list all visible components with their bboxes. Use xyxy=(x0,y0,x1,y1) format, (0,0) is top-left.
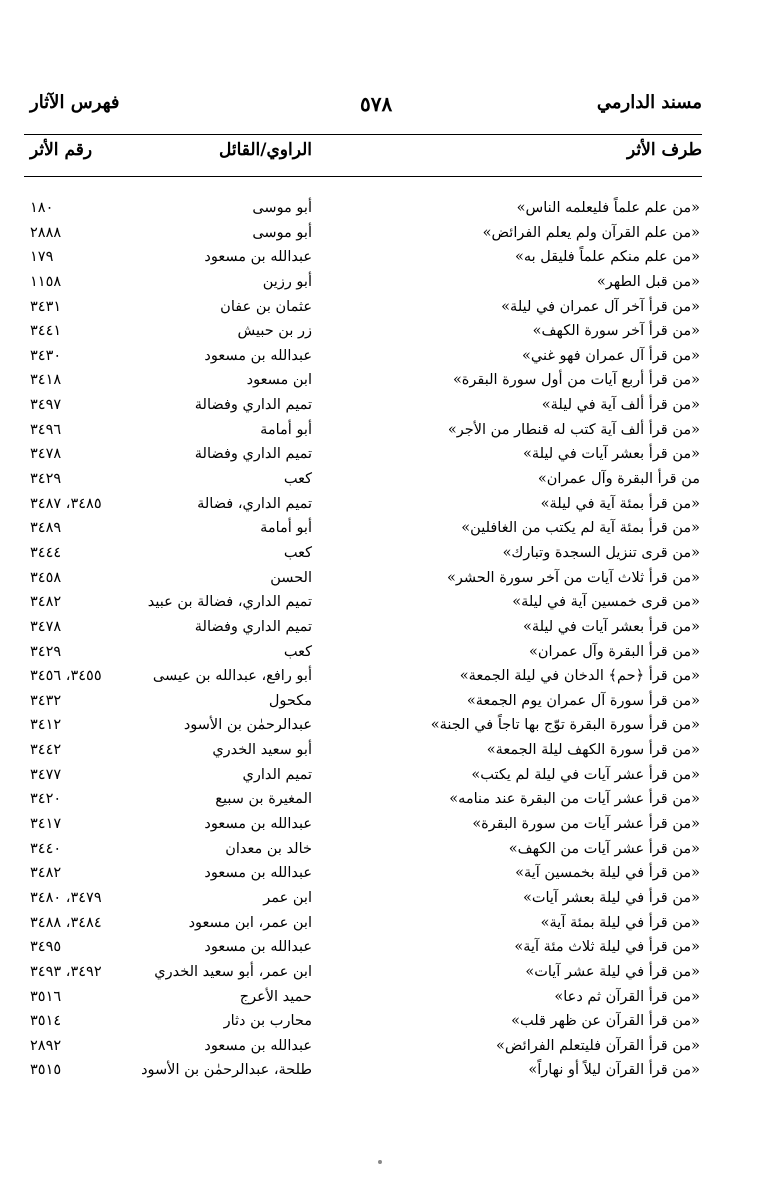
table-row xyxy=(0,295,760,320)
number-cell: ٣٤٤٤ xyxy=(30,544,62,561)
table-row xyxy=(0,689,760,714)
table-row xyxy=(0,270,760,295)
number-cell: ٣٤٢٩ xyxy=(30,643,62,660)
number-cell: ٣٤٨٢ xyxy=(30,594,62,611)
reference-cell: «من قرأ سورة الكهف ليلة الجمعة» xyxy=(486,742,700,759)
book-title: مسند الدارمي xyxy=(596,92,702,113)
column-header-narrator: الراوي/القائل xyxy=(218,140,312,160)
table-row xyxy=(0,664,760,689)
number-cell: ٣٤٩٢، ٣٤٩٣ xyxy=(30,963,102,980)
column-header-rule xyxy=(24,176,702,177)
table-row xyxy=(0,935,760,960)
number-cell: ٣٤٩٥ xyxy=(30,939,62,956)
table-row xyxy=(0,442,760,467)
table-row xyxy=(0,590,760,615)
number-cell: ٣٤٨٢ xyxy=(30,865,62,882)
narrator-cell: أبو موسى xyxy=(252,224,312,241)
table-row xyxy=(0,985,760,1010)
number-cell: ٣٤٧٩، ٣٤٨٠ xyxy=(30,889,102,906)
narrator-cell: تميم الداري وفضالة xyxy=(194,397,312,414)
table-row xyxy=(0,418,760,443)
number-cell: ١١٥٨ xyxy=(30,273,62,290)
narrator-cell: تميم الداري xyxy=(242,766,312,783)
number-cell: ٣٤٢٩ xyxy=(30,471,62,488)
number-cell: ٣٥١٥ xyxy=(30,1062,62,1079)
number-cell: ٣٤٧٧ xyxy=(30,766,62,783)
reference-cell: «من قرأ في ليلة بمئة آية» xyxy=(540,914,700,931)
narrator-cell: أبو سعيد الخدري xyxy=(212,742,312,759)
table-row xyxy=(0,245,760,270)
table-row xyxy=(0,886,760,911)
reference-cell: «من قرأ في ليلة عشر آيات» xyxy=(525,963,700,980)
number-cell: ٣٤٨٤، ٣٤٨٨ xyxy=(30,914,102,931)
table-row xyxy=(0,911,760,936)
number-cell: ٣٤١٢ xyxy=(30,717,62,734)
table-row xyxy=(0,541,760,566)
table-row xyxy=(0,393,760,418)
reference-cell: «من قرأ القرآن ليلاً أو نهاراً» xyxy=(528,1062,700,1079)
reference-cell: «من قرأ سورة آل عمران يوم الجمعة» xyxy=(466,692,700,709)
reference-cell: «من قرأ ألف آية كتب له قنطار من الأجر» xyxy=(447,421,700,438)
reference-cell: «من قرأ سورة البقرة توّج بها تاجاً في الجنة» xyxy=(430,717,700,734)
reference-cell: «من قرأ القرآن ثم دعا» xyxy=(554,988,700,1005)
number-cell: ٣٤٣٠ xyxy=(30,347,62,364)
table-row xyxy=(0,960,760,985)
table-row xyxy=(0,763,760,788)
number-cell: ٣٤١٧ xyxy=(30,816,62,833)
reference-cell: «من قرأ بمئة آية لم يكتب من الغافلين» xyxy=(461,520,700,537)
number-cell: ٣٤٨٥، ٣٤٨٧ xyxy=(30,495,102,512)
column-header-reference: طرف الأثر xyxy=(627,140,702,160)
reference-cell: «من قرأ ألف آية في ليلة» xyxy=(541,397,700,414)
narrator-cell: أبو أمامة xyxy=(260,520,312,537)
number-cell: ٣٤٤٢ xyxy=(30,742,62,759)
narrator-cell: المغيرة بن سبيع xyxy=(215,791,312,808)
section-title: فهرس الآثار xyxy=(30,92,120,113)
narrator-cell: محارب بن دثار xyxy=(223,1013,312,1030)
number-cell: ٣٥١٦ xyxy=(30,988,62,1005)
narrator-cell: تميم الداري وفضالة xyxy=(194,618,312,635)
narrator-cell: زر بن حبيش xyxy=(237,323,312,340)
column-header-number: رقم الأثر xyxy=(30,140,93,160)
table-row xyxy=(0,640,760,665)
number-cell: ١٨٠ xyxy=(30,200,54,216)
number-cell: ٢٨٨٨ xyxy=(30,224,62,241)
reference-cell: «من قرأ في ليلة بخمسين آية» xyxy=(515,865,700,882)
reference-cell: «من قرأ ﴿حم﴾ الدخان في ليلة الجمعة» xyxy=(459,668,700,685)
number-cell: ٣٤٤٠ xyxy=(30,840,62,857)
table-row xyxy=(0,738,760,763)
number-cell: ٣٤٥٨ xyxy=(30,569,62,586)
table-row xyxy=(0,516,760,541)
narrator-cell: ابن مسعود xyxy=(246,372,312,389)
table-row xyxy=(0,221,760,246)
index-table xyxy=(0,196,760,1083)
table-row xyxy=(0,344,760,369)
narrator-cell: طلحة، عبدالرحمٰن بن الأسود xyxy=(141,1062,312,1079)
number-cell: ٣٤٩٦ xyxy=(30,421,62,438)
narrator-cell: عبدالله بن مسعود xyxy=(204,249,312,266)
narrator-cell: عبدالله بن مسعود xyxy=(204,1037,312,1054)
table-row xyxy=(0,467,760,492)
narrator-cell: ابن عمر xyxy=(263,889,312,906)
table-row xyxy=(0,492,760,517)
narrator-cell: عبدالله بن مسعود xyxy=(204,865,312,882)
number-cell: ٣٤٣٢ xyxy=(30,692,62,709)
narrator-cell: عبدالله بن مسعود xyxy=(204,816,312,833)
narrator-cell: كعب xyxy=(283,544,312,561)
reference-cell: «من قرأ البقرة وآل عمران» xyxy=(529,643,700,660)
narrator-cell: تميم الداري وفضالة xyxy=(194,446,312,463)
table-row xyxy=(0,837,760,862)
narrator-cell: تميم الداري، فضالة بن عبيد xyxy=(147,594,312,611)
number-cell: ٣٤٥٥، ٣٤٥٦ xyxy=(30,668,102,685)
reference-cell: «من قرأ عشر آيات في ليلة لم يكتب» xyxy=(471,766,700,783)
reference-cell: «من علم علماً فليعلمه الناس» xyxy=(516,200,700,216)
reference-cell: «من قرأ آل عمران فهو غني» xyxy=(522,347,700,364)
reference-cell: «من قرأ عشر آيات من الكهف» xyxy=(508,840,700,857)
table-row xyxy=(0,861,760,886)
reference-cell: «من قرأ أربع آيات من أول سورة البقرة» xyxy=(452,372,700,389)
reference-cell: «من علم منكم علماً فليقل به» xyxy=(515,249,700,266)
reference-cell: «من قرأ القرآن فليتعلم الفرائض» xyxy=(496,1037,700,1054)
reference-cell: «من قرأ عشر آيات من سورة البقرة» xyxy=(472,816,700,833)
number-cell: ٣٤١٨ xyxy=(30,372,62,389)
narrator-cell: كعب xyxy=(283,643,312,660)
narrator-cell: أبو رافع، عبدالله بن عيسى xyxy=(152,668,312,685)
narrator-cell: الحسن xyxy=(270,569,312,586)
number-cell: ١٧٩ xyxy=(30,249,54,266)
reference-cell: «من قبل الطهر» xyxy=(596,273,700,290)
page-number: ٥٧٨ xyxy=(360,92,393,116)
narrator-cell: عثمان بن عفان xyxy=(220,298,312,315)
number-cell: ٣٤٤١ xyxy=(30,323,62,340)
number-cell: ٣٤٧٨ xyxy=(30,446,62,463)
table-row xyxy=(0,812,760,837)
table-row xyxy=(0,615,760,640)
narrator-cell: أبو أمامة xyxy=(260,421,312,438)
table-row xyxy=(0,566,760,591)
narrator-cell: ابن عمر، أبو سعيد الخدري xyxy=(154,963,312,980)
number-cell: ٣٤٢٠ xyxy=(30,791,62,808)
reference-cell: «من قرأ بمئة آية في ليلة» xyxy=(540,495,700,512)
reference-cell: «من قرى تنزيل السجدة وتبارك» xyxy=(502,544,700,561)
narrator-cell: مكحول xyxy=(268,692,312,709)
number-cell: ٢٨٩٢ xyxy=(30,1037,62,1054)
reference-cell: «من قرأ القرآن عن ظهر قلب» xyxy=(511,1013,700,1030)
number-cell: ٣٤٩٧ xyxy=(30,397,62,414)
number-cell: ٣٤٨٩ xyxy=(30,520,62,537)
table-row xyxy=(0,196,760,221)
table-row xyxy=(0,368,760,393)
reference-cell: «من قرأ بعشر آيات في ليلة» xyxy=(522,446,700,463)
narrator-cell: عبدالرحمٰن بن الأسود xyxy=(183,717,312,734)
narrator-cell: عبدالله بن مسعود xyxy=(204,939,312,956)
number-cell: ٣٥١٤ xyxy=(30,1013,62,1030)
reference-cell: «من علم القرآن ولم يعلم الفرائض» xyxy=(482,224,700,241)
reference-cell: «من قرأ في ليلة بعشر آيات» xyxy=(522,889,700,906)
reference-cell: «من قرأ آخر آل عمران في ليلة» xyxy=(501,298,700,315)
narrator-cell: خالد بن معدان xyxy=(225,840,312,857)
narrator-cell: أبو موسى xyxy=(252,200,312,216)
table-row xyxy=(0,1009,760,1034)
reference-cell: «من قرأ في ليلة ثلاث مئة آية» xyxy=(514,939,700,956)
reference-cell: من قرأ البقرة وآل عمران» xyxy=(537,471,700,488)
table-row xyxy=(0,787,760,812)
reference-cell: «من قرأ عشر آيات من البقرة عند منامه» xyxy=(449,791,700,808)
reference-cell: «من قرأ بعشر آيات في ليلة» xyxy=(522,618,700,635)
narrator-cell: تميم الداري، فضالة xyxy=(197,495,312,512)
table-row xyxy=(0,1034,760,1059)
reference-cell: «من قرأ آخر سورة الكهف» xyxy=(532,323,700,340)
table-row xyxy=(0,319,760,344)
narrator-cell: عبدالله بن مسعود xyxy=(204,347,312,364)
narrator-cell: حميد الأعرج xyxy=(239,988,312,1005)
number-cell: ٣٤٧٨ xyxy=(30,618,62,635)
reference-cell: «من قرأ ثلاث آيات من آخر سورة الحشر» xyxy=(446,569,700,586)
page-mark xyxy=(378,1160,382,1164)
header-rule xyxy=(24,134,702,135)
table-row xyxy=(0,713,760,738)
number-cell: ٣٤٣١ xyxy=(30,298,62,315)
reference-cell: «من قرى خمسين آية في ليلة» xyxy=(512,594,700,611)
narrator-cell: أبو رزين xyxy=(262,273,312,290)
narrator-cell: ابن عمر، ابن مسعود xyxy=(188,914,312,931)
running-header xyxy=(30,92,702,122)
narrator-cell: كعب xyxy=(283,471,312,488)
table-row xyxy=(0,1058,760,1083)
